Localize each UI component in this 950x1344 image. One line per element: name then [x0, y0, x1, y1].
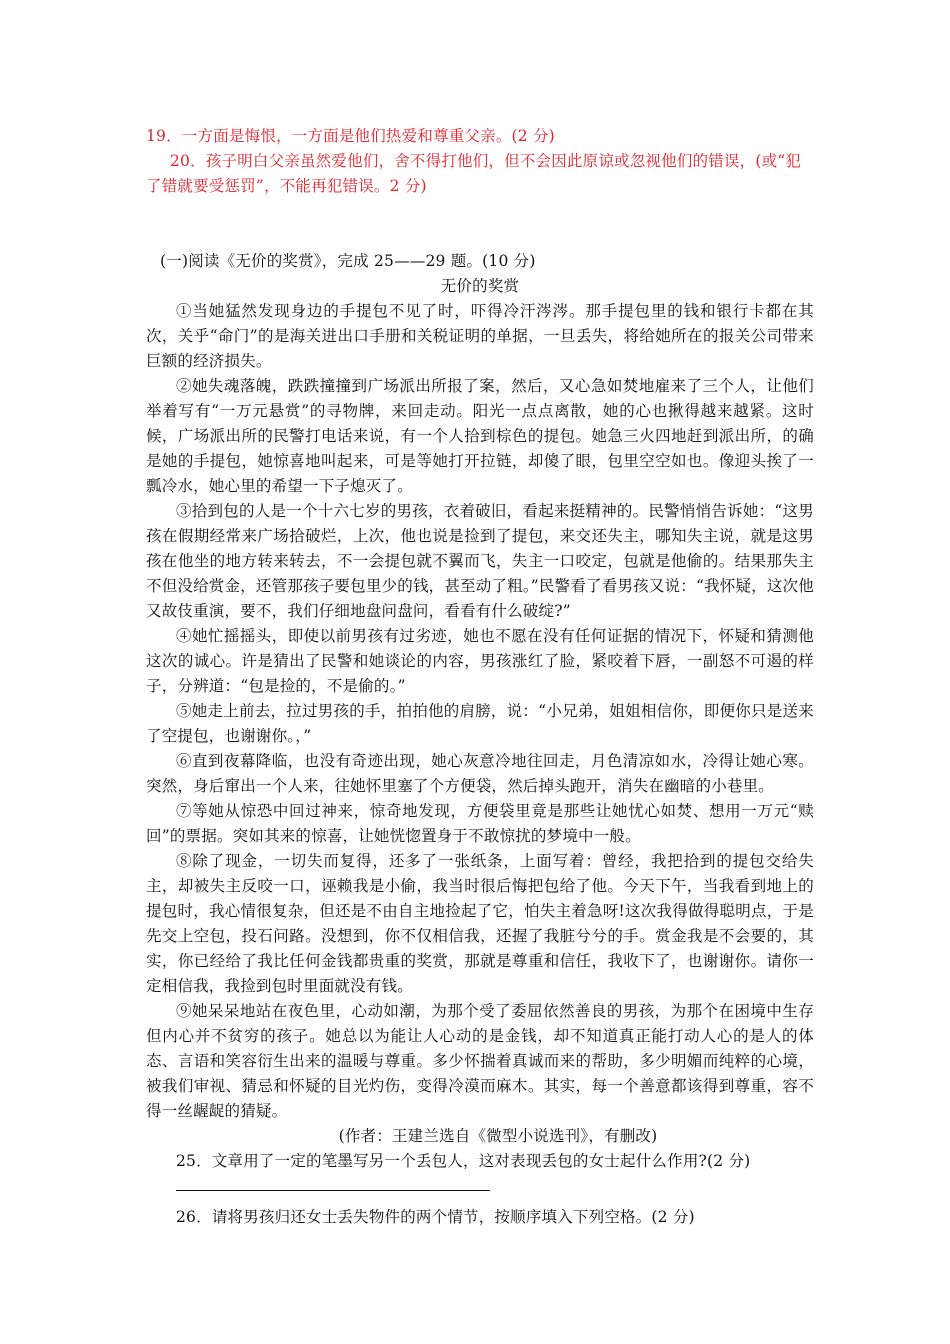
paragraph-4: ④她忙摇摇头，即使以前男孩有过劣迹，她也不愿在没有任何证据的情况下，怀疑和猜测他这次的诚心。许是猜出了民警和她谈论的内容，男孩涨红了脸，紧咬着下唇，一副怒不可遏的样子，分辨道：“包是捡的，不是偷的。”: [146, 627, 814, 695]
source-attribution: (作者：王建兰选自《微型小说选刊》，有删改): [338, 1127, 658, 1145]
paragraph-3: ③拾到包的人是一个十六七岁的男孩，衣着破旧，看起来挺精神的。民警悄悄告诉她：“这男孩在假期经常来广场拾破烂，上次，他也说是捡到了提包，来交还失主，哪知失主说，就是这男孩在他坐的地方转来转去，不一会提包就不翼而飞，失主一口咬定，包就是他偷的。结果那失主不但没给赏金，还管那孩子要包里少的钱，甚至动了粗。”民警看了看男孩又说：“我怀疑，这次他又故伎重演，要不，我们仔细地盘问盘问，看看有什么破绽?”: [146, 502, 814, 620]
paragraph-5: ⑤她走上前去，拉过男孩的手，拍拍他的肩膀，说：“小兄弟，姐姐相信你，即便你只是送来了空提包，也谢谢你。，”: [146, 702, 814, 745]
section-intro: (一)阅读《无价的奖赏》，完成 25——29 题。(10 分): [160, 252, 536, 270]
answer-key: [146, 124, 816, 199]
paragraph-1: ①当她猛然发现身边的手提包不见了时，吓得冷汗涔涔。那手提包里的钱和银行卡都在其次，关乎“命门”的是海关进出口手册和关税证明的单据，一旦丢失，将给她所在的报关公司带来巨额的经济损失。: [146, 302, 814, 370]
reading-section: [146, 249, 814, 1230]
question-25: 25．文章用了一定的笔墨写另一个丢包人，这对表现丢包的女士起什么作用?(2 分): [176, 1152, 751, 1170]
answer-20: 20．孩子明白父亲虽然爱他们，舍不得打他们，但不会因此原谅或忽视他们的错误，(或“犯了错就要受惩罚”，不能再犯错误。2 分): [146, 152, 802, 195]
answer-19: 19．一方面是悔恨，一方面是他们热爱和尊重父亲。(2 分): [146, 127, 555, 145]
passage-title: 无价的奖赏: [440, 277, 520, 295]
paragraph-7: ⑦等她从惊恐中回过神来，惊奇地发现，方便袋里竟是那些让她忧心如焚、想用一万元“赎回”的票据。突如其来的惊喜，让她恍惚置身于不敢惊扰的梦境中一般。: [146, 802, 814, 845]
paragraph-9: ⑨她呆呆地站在夜色里，心动如潮，为那个受了委屈依然善良的男孩，为那个在困境中生存但内心并不贫穷的孩子。她总以为能让人心动的是金钱，却不知道真正能打动人心的是人的体态、言语和笑容衍生出来的温暖与尊重。多少怀揣着真诚而来的帮助，多少明媚而纯粹的心境，被我们审视、猜忌和怀疑的目光灼伤，变得冷漠而麻木。其实，每一个善意都该得到尊重，容不得一丝龌龊的猜疑。: [146, 1002, 814, 1120]
question-26: 26．请将男孩归还女士丢失物件的两个情节，按顺序填入下列空格。(2 分): [176, 1208, 695, 1226]
answer-blank-line: [176, 1190, 490, 1191]
paragraph-8: ⑧除了现金，一切失而复得，还多了一张纸条，上面写着：曾经，我把拾到的提包交给失主，却被失主反咬一口，诬赖我是小偷，我当时很后悔把包给了他。今天下午，当我看到地上的提包时，我心情很复杂，但还是不由自主地捡起了它，怕失主着急呀!这次我得做得聪明点，于是先交上空包，投石问路。没想到，你不仅相信我，还握了我脏兮兮的手。赏金我是不会要的，其实，你已经给了我比任何金钱都贵重的奖赏，那就是尊重和信任，我收下了，也谢谢你。请你一定相信我，我捡到包时里面就没有钱。: [146, 852, 814, 995]
paragraph-6: ⑥直到夜幕降临，也没有奇迹出现，她心灰意冷地往回走，月色清凉如水，冷得让她心寒。突然，身后窜出一个人来，往她怀里塞了个方便袋，然后掉头跑开，消失在幽暗的小巷里。: [146, 752, 814, 795]
paragraph-2: ②她失魂落魄，跌跌撞撞到广场派出所报了案，然后，又心急如焚地雇来了三个人，让他们举着写有“一万元悬赏”的寻物牌，来回走动。阳光一点点离散，她的心也揪得越来越紧。这时候，广场派出所的民警打电话来说，有一个人拾到棕色的提包。她急三火四地赶到派出所，的确是她的手提包，她惊喜地叫起来，可是等她打开拉链，却傻了眼，包里空空如也。像迎头挨了一瓢冷水，她心里的希望一下子熄灭了。: [146, 377, 814, 495]
